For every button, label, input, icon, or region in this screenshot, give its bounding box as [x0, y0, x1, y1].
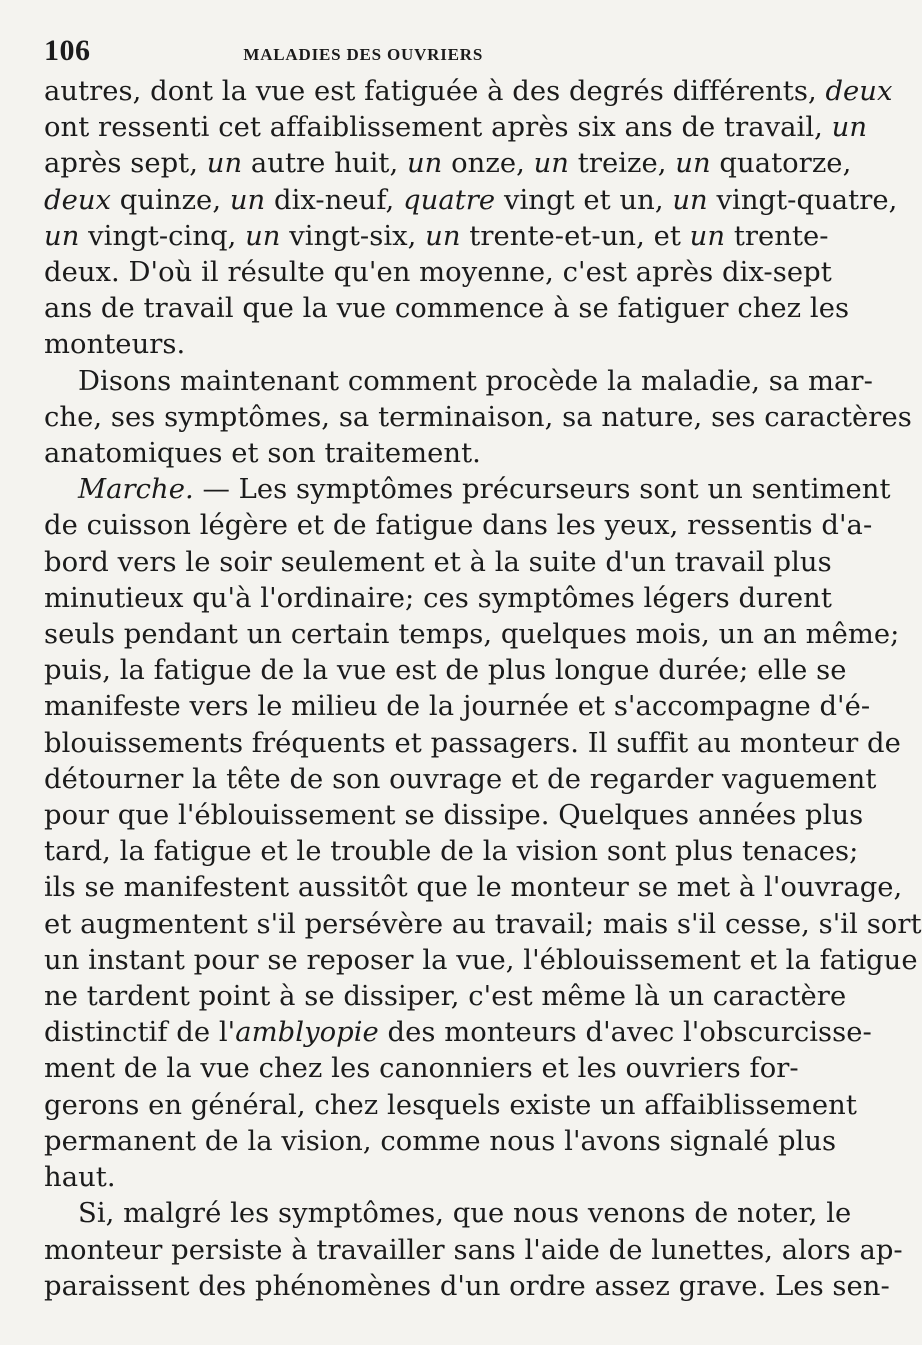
text-run: che, ses symptômes, sa terminaison, sa nature, ses caractères	[44, 401, 912, 433]
text-run: seuls pendant un certain temps, quelques mois, un an même;	[44, 619, 900, 651]
text-line	[44, 617, 900, 653]
running-head	[44, 34, 756, 74]
text-line	[44, 1233, 903, 1269]
italic-text: amblyopie	[235, 1017, 379, 1049]
page-number: 106	[44, 34, 91, 67]
text-run: monteur persiste à travailler sans l'aide de lunettes, alors ap-	[44, 1234, 903, 1266]
text-run: détourner la tête de son ouvrage et de regarder vaguement	[44, 763, 877, 795]
text-run: vingt-quatre,	[707, 184, 898, 216]
text-line	[44, 834, 859, 870]
italic-text: un	[672, 184, 708, 216]
paragraph	[44, 472, 922, 1196]
text-line	[44, 255, 832, 291]
text-run: pour que l'éblouissement se dissipe. Quelques années plus	[44, 800, 864, 832]
text-run: trente-et-un, et	[460, 220, 690, 252]
text-line	[44, 907, 922, 943]
text-line	[44, 1269, 890, 1305]
text-run: distinctif de l'	[44, 1017, 236, 1049]
text-line	[44, 291, 850, 327]
text-run: autres, dont la vue est fatiguée à des degrés différents,	[44, 76, 826, 107]
italic-text: un	[206, 148, 243, 180]
italic-text: un	[406, 148, 443, 180]
italic-text: un	[533, 148, 569, 180]
text-run: deux. D'où il résulte qu'en moyenne, c'est après dix-sept	[44, 257, 832, 289]
text-line	[44, 400, 912, 436]
text-run: et augmentent s'il persévère au travail; mais s'il cesse, s'il sort	[44, 908, 922, 940]
text-run: trente-	[725, 220, 829, 252]
italic-text: un	[675, 148, 711, 180]
text-run: puis, la fatigue de la vue est de plus longue durée; elle se	[44, 655, 847, 687]
text-run: ment de la vue chez les canonniers et les ouvriers for-	[44, 1053, 799, 1085]
text-run: des monteurs d'avec l'obscurcisse-	[378, 1017, 872, 1049]
running-title: MALADIES DES OUVRIERS	[243, 45, 484, 64]
text-line	[44, 762, 877, 798]
italic-text: deux	[825, 76, 893, 107]
text-line	[44, 508, 873, 544]
text-line	[44, 1196, 852, 1232]
text-run: minutieux qu'à l'ordinaire; ces symptômes légers durent	[44, 582, 832, 614]
paragraph	[44, 74, 898, 364]
text-run: vingt-six,	[280, 220, 426, 252]
text-line	[44, 653, 847, 689]
paragraph	[44, 1196, 903, 1305]
text-line	[44, 581, 832, 617]
text-line	[44, 219, 829, 255]
text-line	[44, 1051, 799, 1087]
italic-text: un	[425, 220, 461, 252]
text-run: ils se manifestent aussitôt que le monteur se met à l'ouvrage,	[44, 872, 903, 904]
text-run: ont ressenti cet affaiblissement après six ans de travail,	[44, 112, 832, 144]
text-run: tard, la fatigue et le trouble de la vision sont plus tenaces;	[44, 836, 859, 868]
italic-text: quatre	[403, 184, 496, 216]
text-run: ans de travail que la vue commence à se fatiguer chez les	[44, 293, 850, 325]
text-line	[44, 689, 871, 725]
text-run: quinze,	[111, 184, 230, 216]
text-line	[44, 364, 873, 400]
body-text	[44, 74, 922, 1305]
italic-text: Marche.	[78, 474, 194, 506]
text-run: dix-neuf,	[265, 184, 404, 216]
text-line	[44, 183, 898, 219]
text-line	[44, 726, 901, 762]
text-run: anatomiques et son traitement.	[44, 438, 481, 470]
text-run: manifeste vers le milieu de la journée et s'accompagne d'é-	[44, 691, 871, 723]
text-run: bord vers le soir seulement et à la suite d'un travail plus	[44, 546, 832, 578]
text-line	[44, 1160, 756, 1196]
text-run: onze,	[442, 148, 534, 180]
text-line	[44, 943, 918, 979]
text-run: permanent de la vision, comme nous l'avons signalé plus	[44, 1125, 837, 1157]
italic-text: un	[689, 220, 726, 252]
italic-text: deux	[44, 184, 112, 216]
text-run: treize,	[569, 148, 676, 180]
italic-text: un	[44, 220, 80, 252]
italic-text: un	[831, 112, 868, 144]
italic-text: un	[229, 184, 266, 216]
text-line	[44, 1124, 837, 1160]
text-line	[44, 110, 868, 146]
text-run: ne tardent point à se dissiper, c'est même là un caractère	[44, 981, 847, 1013]
text-run: un instant pour se reposer la vue, l'éblouissement et la fatigue	[44, 944, 918, 976]
text-run: de cuisson légère et de fatigue dans les yeux, ressentis d'a-	[44, 510, 873, 542]
text-run: Disons maintenant comment procède la maladie, sa mar-	[78, 365, 873, 397]
text-line	[44, 74, 893, 110]
text-line	[44, 436, 756, 472]
text-line	[44, 545, 832, 581]
text-run: gerons en général, chez lesquels existe un affaiblissement	[44, 1089, 857, 1121]
text-line	[44, 870, 903, 906]
text-run: vingt-cinq,	[79, 220, 246, 252]
text-run: haut.	[44, 1162, 116, 1194]
text-line	[44, 1088, 857, 1124]
text-run: — Les symptômes précurseurs sont un sentiment	[193, 474, 891, 506]
text-line	[44, 472, 891, 508]
text-run: paraissent des phénomènes d'un ordre assez grave. Les sen-	[44, 1270, 890, 1302]
text-line	[44, 1015, 872, 1051]
italic-text: un	[245, 220, 281, 252]
text-line	[44, 327, 756, 363]
text-run: blouissements fréquents et passagers. Il suffit au monteur de	[44, 727, 901, 759]
text-run: Si, malgré les symptômes, que nous venons de noter, le	[78, 1198, 852, 1230]
text-line	[44, 979, 847, 1015]
text-run: vingt et un,	[495, 184, 673, 216]
text-line	[44, 146, 852, 182]
paragraph	[44, 364, 912, 473]
text-run: monteurs.	[44, 329, 186, 361]
text-run: autre huit,	[242, 148, 407, 180]
text-line	[44, 798, 864, 834]
text-run: quatorze,	[710, 148, 852, 180]
text-run: après sept,	[44, 148, 207, 180]
